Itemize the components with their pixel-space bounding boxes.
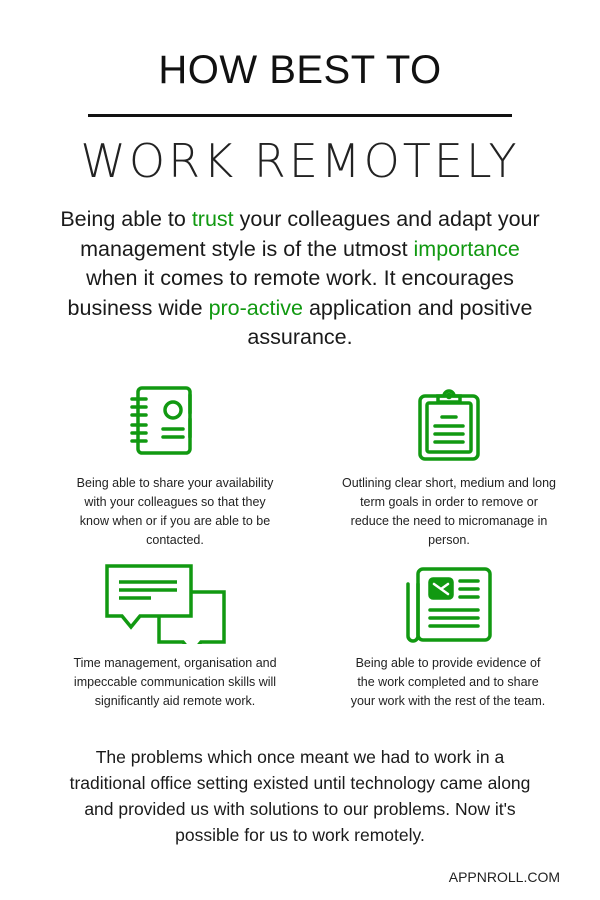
highlight-importance: importance: [413, 236, 520, 261]
intro-text: your colleagues and adapt your: [233, 207, 540, 231]
newspaper-icon: [406, 566, 492, 644]
highlight-trust: trust: [191, 207, 234, 231]
title-line-1: HOW BEST TO: [158, 48, 442, 92]
chat-bubbles-icon: [105, 564, 227, 644]
title-divider: [88, 114, 512, 117]
tip-caption: Outlining clear short, medium and long term goals in order to remove or reduce the need to micromanage in person.: [341, 476, 556, 547]
highlight-management: management: [80, 236, 206, 261]
intro-text: style is of the utmost: [205, 236, 414, 261]
brand-url: APPNROLL.COM: [448, 869, 560, 885]
intro-text: Being able to: [60, 207, 192, 231]
highlight-pro-active: pro-active: [208, 295, 303, 320]
intro-text: application and positive assurance.: [247, 295, 533, 349]
clipboard-icon: [418, 386, 480, 462]
tip-caption: Being able to share your availability with your colleagues so that they know when or if you are able to be contacted.: [76, 476, 274, 547]
tip-caption: Time management, organisation and impeccable communication skills will significantly aid remote work.: [73, 656, 277, 708]
intro-paragraph: [60, 205, 540, 353]
title-line-2: WORK REMOTELY: [80, 134, 520, 188]
closing-paragraph: The problems which once meant we had to work in a traditional office setting existed until technology came along and provided us with solutions to our problems. Now it's possible for us to work remotely.: [69, 747, 531, 845]
intro-text: when it comes to remote work. It encourages business wide: [67, 266, 514, 320]
tip-caption: Being able to provide evidence of the work completed and to share your work with the rest of the team.: [350, 656, 546, 708]
address-book-icon: [130, 385, 200, 457]
